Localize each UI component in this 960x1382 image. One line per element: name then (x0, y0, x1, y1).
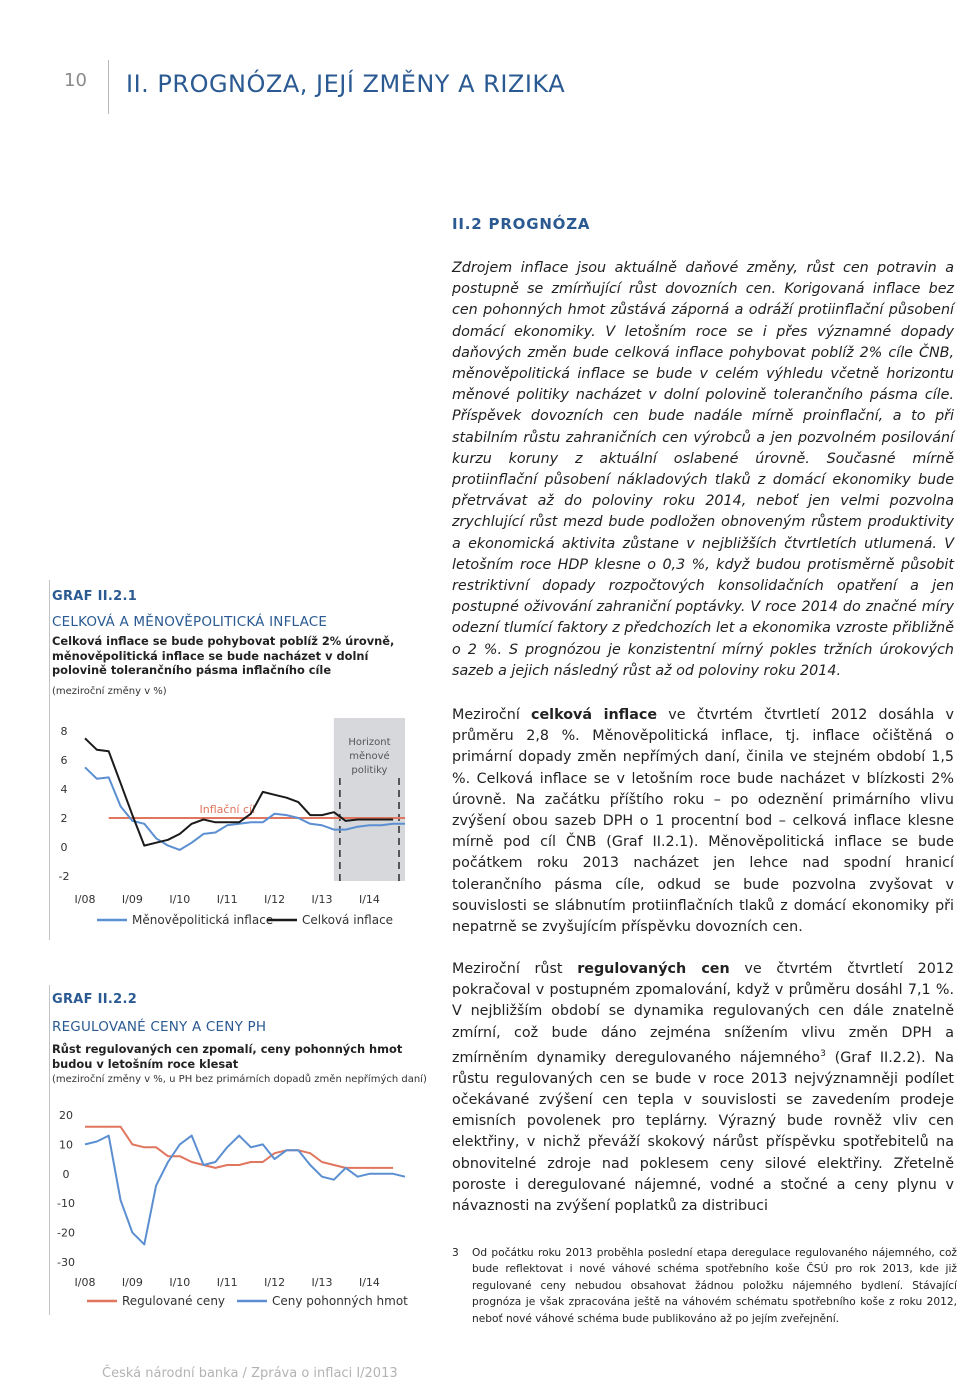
graph1-title: CELKOVÁ A MĚNOVĚPOLITICKÁ INFLACE (52, 614, 328, 630)
horizon-label: měnové (349, 751, 390, 762)
y-tick-label: 20 (59, 1109, 73, 1122)
x-tick-label: I/11 (216, 1276, 238, 1289)
x-tick-label: I/09 (121, 1276, 143, 1289)
x-tick-label: I/10 (169, 893, 191, 906)
legend-label: Ceny pohonných hmot (272, 1294, 408, 1308)
legend-label: Měnověpolitická inflace (132, 913, 274, 927)
p2-term: celková inflace (531, 707, 658, 723)
footnote-number: 3 (452, 1247, 459, 1259)
y-tick-label: 0 (62, 1167, 70, 1181)
p3-text-mid: ve čtvrtém čtvrtletí 2012 pokračoval v postupném zpomalování, když v průměru dosáhl 7,1 %. V nejbližším období se dynamika regulovaných cen dále znatelně zmírní, což bude dáno zejména snížením vlivu změn DPH a zmírněním dynamiky deregulovaného nájemného (452, 961, 954, 1066)
graph1-label: GRAF II.2.1 (52, 589, 138, 604)
footnote-text: Od počátku roku 2013 proběhla poslední etapa deregulace regulovaného nájemného, což bude reflektovat i nové váhové schéma spotřebního koše ČSÚ pro rok 2013, kde již regulované ceny nebudou obsahovat žádnou položku nájemného bydlení. Stávající prognóza je však zpracována ještě na váhovém schématu spotřebního koše z roku 2012, neboť nové váhové schéma bude publikováno až po jejím zveřejnění. (472, 1247, 957, 1325)
p3-term: regulovaných cen (577, 961, 730, 977)
x-tick-label: I/14 (358, 893, 380, 906)
x-tick-label: I/13 (311, 893, 333, 906)
page-footer: Česká národní banka / Zpráva o inflaci I/2013 (102, 1366, 398, 1381)
x-tick-label: I/13 (311, 1276, 333, 1289)
x-tick-label: I/11 (216, 893, 238, 906)
y-tick-label: -2 (58, 870, 70, 883)
page-number: 10 (64, 70, 87, 91)
p2-text-end: ve čtvrtém čtvrtletí 2012 dosáhla v průměru 2,8 %. Měnověpolitická inflace, tj. inflace očištěná o primární dopady změn nepřímých daní, činila ve stejném období 1,5 %. Celková inflace se v letošním roce bude nacházet v blízkosti 2% úrovně. Na začátku příštího roku – po odeznění primárního vlivu zvýšení obou sazeb DPH o 1 procentní bod – celková inflace klesne mírně pod cíl ČNB (Graf II.2.1). Měnověpolitická inflace se bude počátkem roku 2013 nacházet jen lehce nad spodní hranicí tolerančního pásma cíle, odkud se bude pozvolna zvyšovat v souvislosti se slábnutím protiinflačních tlaků z domácí ekonomiky při nepatrně se zvyšujícím příspěvku dovozních cen. (452, 707, 954, 936)
x-tick-label: I/08 (74, 1276, 96, 1289)
legend-label: Regulované ceny (122, 1294, 226, 1308)
footnote-ref: 3 (820, 1048, 826, 1059)
legend-label: Celková inflace (302, 913, 394, 927)
p3-text-end: (Graf II.2.2). Na růstu regulovaných cen se bude v roce 2013 nejvýznamněji podílet očekávané zvýšení cen tepla v souvislosti se zavedením prodeje emisních povolenek pro teplárny. Výrazný bude rovněž vliv cen elektřiny, v nichž převáží skokový nárůst příspěvku spotřebitelů na obnovitelné zdroje nad poklesem ceny silové elektřiny. Zřetelně poroste i deregulované nájemné, vodné a stočné a ceny plynu v návaznosti na zvýšení poplatků za distribuci (452, 1049, 954, 1214)
y-tick-label: 4 (60, 783, 68, 796)
y-tick-label: 8 (60, 725, 68, 738)
x-tick-label: I/12 (264, 893, 286, 906)
inflation-target-label: Inflační cíl (199, 803, 256, 816)
graph2-label: GRAF II.2.2 (52, 992, 138, 1007)
x-tick-label: I/12 (264, 1276, 286, 1289)
graph2-subtitle: Růst regulovaných cen zpomalí, ceny pohonných hmot budou v letošním roce klesat (52, 1042, 403, 1071)
y-tick-label: 10 (59, 1138, 73, 1152)
horizon-label: politiky (351, 765, 388, 776)
footnote (452, 1245, 957, 1327)
paragraph-regulated-prices (452, 959, 954, 1217)
header-divider (108, 60, 109, 114)
graph1-note: (meziroční změny v %) (52, 686, 167, 697)
graph1-chart (50, 718, 430, 940)
section-title: II.2 PROGNÓZA (452, 215, 591, 233)
y-tick-label: -20 (57, 1226, 75, 1240)
x-tick-label: I/09 (121, 893, 143, 906)
y-tick-label: 0 (60, 841, 68, 854)
paragraph-forecast-summary: Zdrojem inflace jsou aktuálně daňové změny, růst cen potravin a postupně se zmírňující růst dovozních cen. Korigovaná inflace bez cen pohonných hmot zůstává záporná a odráží protiinflační působení domácí ekonomiky. V letošním roce se i přes významné dopady daňových změn bude celková inflace pohybovat poblíž 2% cíle ČNB, měnověpolitická inflace se bude v celém výhledu včetně horizontu měnové politiky nacházet v dolní polovině tolerančního pásma cíle. Příspěvek dovozních cen bude nadále mírně proinflační, a to při stabilním růstu zahraničních cen výrobců a jen pozvolném posilování kurzu koruny z aktuální oslabené úrovně. Současné mírně protiinflační působení nákladových tlaků z domácí ekonomiky bude přetrvávat až do poloviny roku 2014, neboť jen velmi pozvolna zrychlující růst mezd bude podložen obnoveným růstem produktivity a ekonomická aktivita zůstane v nejbližších čtvrtletích utlumená. V letošním roce HDP klesne o 0,3 %, když budou protisměrně působit restriktivní dopady rozpočtových konsolidačních opatření a jen postupné oživování zahraniční poptávky. V roce 2014 do značné míry odezní tlumící faktory z předchozích let a ekonomika vzroste přibližně o 2 %. S prognózou je konzistentní mírný pokles tržních úrokových sazeb a jejich následný růst až od poloviny roku 2014. (452, 260, 954, 679)
chapter-title: II. PROGNÓZA, JEJÍ ZMĚNY A RIZIKA (126, 70, 566, 98)
paragraph-total-inflation (452, 705, 954, 938)
graph2-chart (50, 1100, 430, 1315)
y-tick-label: -10 (57, 1197, 75, 1211)
horizon-label: Horizont (348, 737, 391, 748)
x-tick-label: I/08 (74, 893, 96, 906)
graph1-subtitle: Celková inflace se bude pohybovat poblíž 2% úrovně, měnověpolitická inflace se bude nacházet v dolní polovině tolerančního pásma inflačního cíle (52, 634, 395, 678)
x-tick-label: I/10 (169, 1276, 191, 1289)
p3-text-start: Meziroční růst (452, 961, 578, 977)
y-tick-label: -30 (57, 1256, 75, 1269)
y-tick-label: 6 (60, 754, 68, 767)
series-line-1 (85, 1127, 393, 1168)
graph2-note: (meziroční změny v %, u PH bez primárních dopadů změn nepřímých daní) (52, 1074, 427, 1085)
x-tick-label: I/14 (358, 1276, 380, 1289)
series-line-2 (85, 1136, 405, 1245)
graph2-title: REGULOVANÉ CENY A CENY PH (52, 1019, 267, 1035)
y-tick-label: 2 (60, 812, 68, 825)
p2-text-start: Meziroční (452, 707, 531, 723)
